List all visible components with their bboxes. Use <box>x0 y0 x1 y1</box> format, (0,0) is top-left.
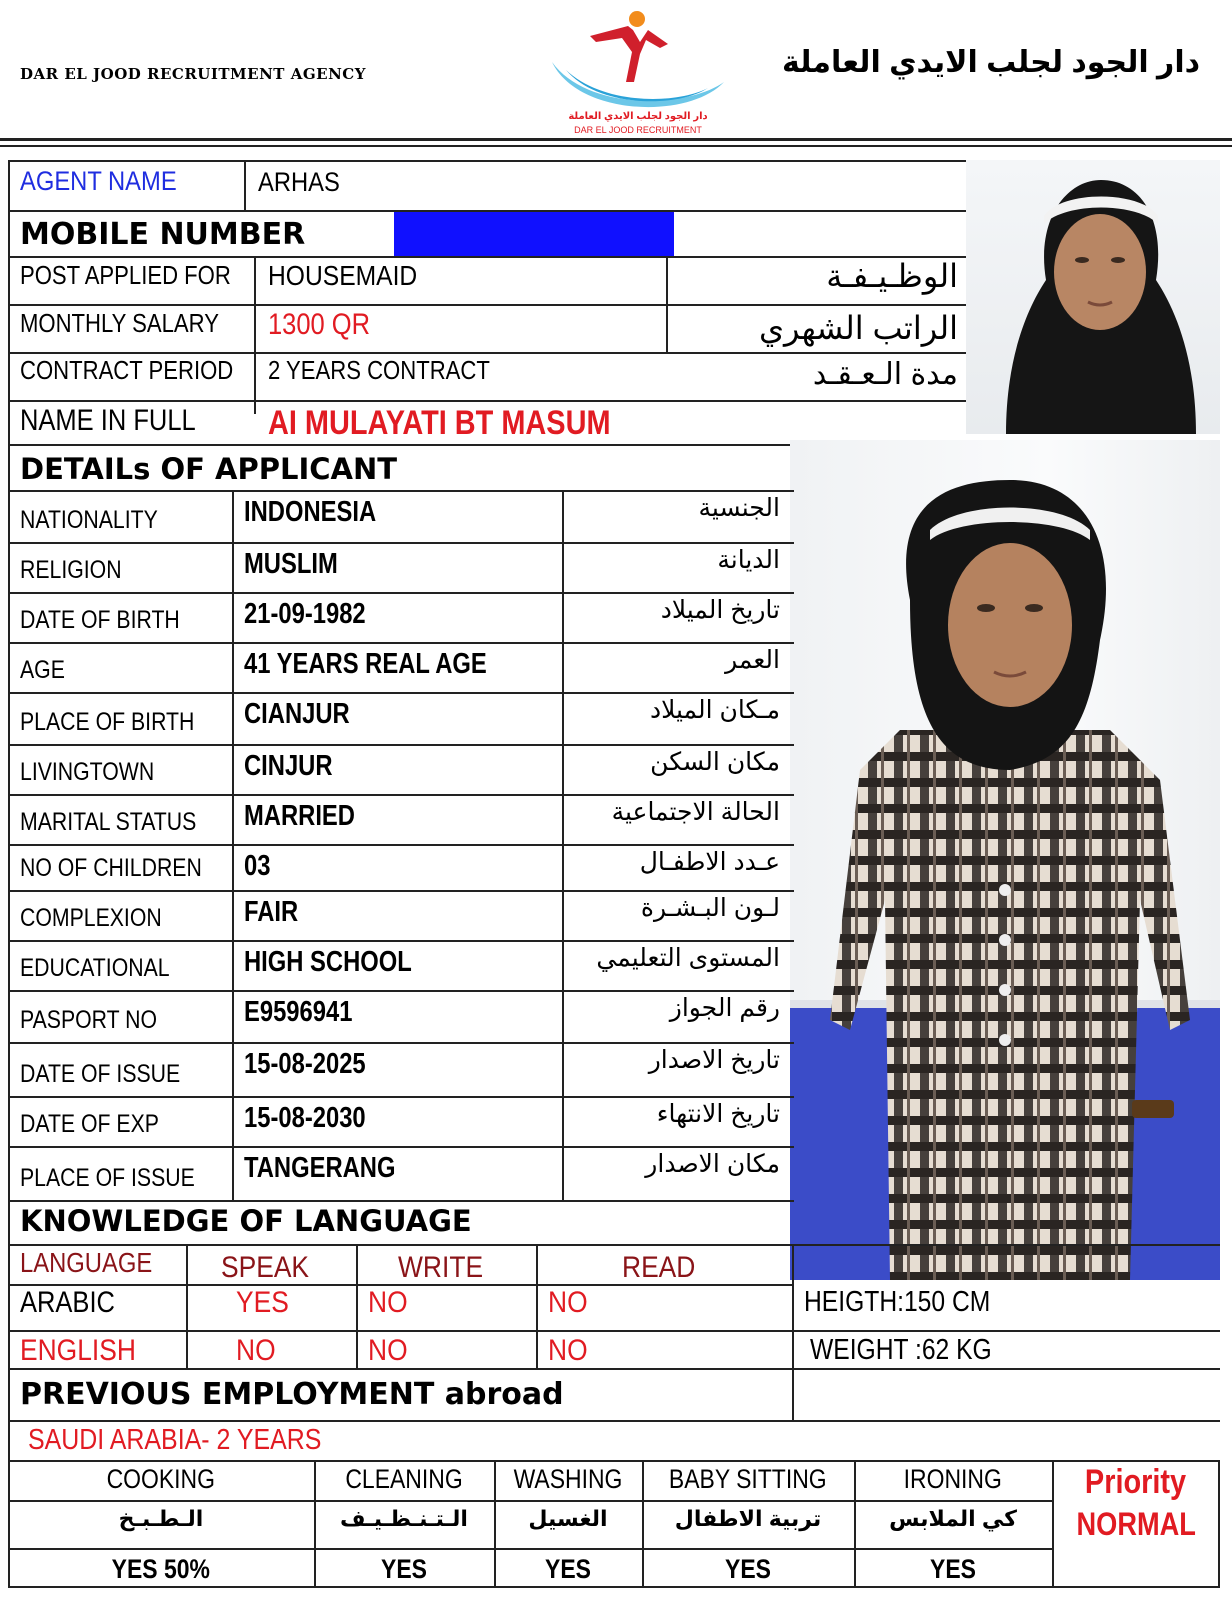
detail-label: MARITAL STATUS <box>20 808 197 836</box>
details-heading: DETAILs OF APPLICANT <box>20 452 398 486</box>
detail-label: EDUCATIONAL <box>20 954 170 982</box>
detail-label-ar: المستوى التعليمي <box>596 944 780 972</box>
skill-value: YES <box>725 1554 771 1584</box>
agency-name-en: DAR EL JOOD RECRUITMENT AGENCY <box>20 65 366 83</box>
detail-value: MARRIED <box>244 800 355 832</box>
detail-label-ar: الجنسية <box>698 494 780 522</box>
detail-label-ar: تاريخ الاصدار <box>648 1046 780 1074</box>
skill-value: YES <box>381 1554 427 1584</box>
skill-name-ar: الغسيل <box>528 1506 608 1531</box>
employment-value: SAUDI ARABIA- 2 YEARS <box>28 1424 322 1456</box>
post-applied-value: HOUSEMAID <box>268 260 418 291</box>
detail-value: 03 <box>244 850 271 882</box>
lang-arabic-name: ARABIC <box>20 1286 115 1319</box>
monthly-salary-value: 1300 QR <box>268 308 371 341</box>
detail-label: RELIGION <box>20 556 122 584</box>
detail-label: NATIONALITY <box>20 506 158 534</box>
detail-value: 15-08-2025 <box>244 1048 366 1080</box>
detail-label-ar: رقم الجواز <box>669 994 780 1022</box>
lang-header-speak: SPEAK <box>220 1251 310 1284</box>
detail-value: 41 YEARS REAL AGE <box>244 648 487 680</box>
logo-text-ar: دار الجود لجلب الايدي العاملة <box>568 111 708 122</box>
full-name-label: NAME IN FULL <box>20 404 196 437</box>
detail-label: NO OF CHILDREN <box>20 854 202 882</box>
full-body-photo <box>790 440 1220 1280</box>
contract-period-value: 2 YEARS CONTRACT <box>268 355 490 385</box>
weight-value: WEIGHT :62 KG <box>810 1334 992 1366</box>
height-value: HEIGTH:150 CM <box>804 1286 991 1318</box>
detail-label: PLACE OF ISSUE <box>20 1164 195 1192</box>
monthly-salary-label: MONTHLY SALARY <box>20 308 219 338</box>
agency-logo <box>548 8 728 138</box>
detail-label: DATE OF BIRTH <box>20 606 180 634</box>
detail-label-ar: لـون البـشـرة <box>640 894 780 922</box>
lang-english-speak: NO <box>236 1334 276 1367</box>
skill-name: WASHING <box>513 1464 623 1494</box>
skill-name: CLEANING <box>345 1464 463 1494</box>
lang-english-name: ENGLISH <box>20 1334 136 1367</box>
skill-name-ar: الـتـنـظـيـف <box>340 1506 468 1531</box>
detail-value: HIGH SCHOOL <box>244 946 412 978</box>
lang-header-write: WRITE <box>397 1251 483 1284</box>
detail-label-ar: العمر <box>725 646 780 674</box>
contract-period-label: CONTRACT PERIOD <box>20 355 234 385</box>
person-figure-icon <box>790 440 1220 1280</box>
contract-period-ar: مدة الـعـقـد <box>812 358 958 391</box>
full-name-value: AI MULAYATI BT MASUM <box>268 404 611 442</box>
skill-name: IRONING <box>903 1464 1003 1494</box>
detail-label-ar: عـدد الاطفـال <box>639 848 780 876</box>
portrait-photo <box>966 160 1220 434</box>
detail-label: PASPORT NO <box>20 1006 157 1034</box>
lang-english-write: NO <box>368 1334 408 1367</box>
detail-value: CIANJUR <box>244 698 350 730</box>
lang-arabic-write: NO <box>368 1286 408 1319</box>
detail-label-ar: مـكان الميلاد <box>649 696 780 724</box>
agent-name-label: AGENT NAME <box>20 166 177 196</box>
detail-value: CINJUR <box>244 750 333 782</box>
skill-name-ar: تربية الاطفال <box>674 1506 822 1531</box>
lang-arabic-read: NO <box>548 1286 588 1319</box>
detail-label: PLACE OF BIRTH <box>20 708 195 736</box>
skill-value: YES <box>930 1554 976 1584</box>
skill-name-ar: كي الملابس <box>889 1506 1017 1531</box>
skill-value: YES 50% <box>111 1554 211 1584</box>
detail-value: MUSLIM <box>244 548 338 580</box>
detail-value: TANGERANG <box>244 1152 396 1184</box>
detail-value: E9596941 <box>244 996 353 1028</box>
agent-name-value: ARHAS <box>258 167 340 197</box>
skill-name: BABY SITTING <box>669 1464 827 1494</box>
detail-value: 21-09-1982 <box>244 598 366 630</box>
detail-label-ar: الحالة الاجتماعية <box>611 798 780 826</box>
detail-label: DATE OF EXP <box>20 1110 159 1138</box>
detail-label: COMPLEXION <box>20 904 162 932</box>
agency-name-ar: دار الجود لجلب الايدي العاملة <box>781 46 1200 79</box>
lang-header-read: READ <box>622 1251 696 1284</box>
post-applied-ar: الوظـيـفـة <box>826 258 958 294</box>
detail-label-ar: مكان السكن <box>650 748 780 776</box>
detail-label-ar: تاريخ الميلاد <box>660 596 780 624</box>
logo-text-en: DAR EL JOOD RECRUITMENT <box>574 125 702 135</box>
mobile-number-label: MOBILE NUMBER <box>20 217 306 252</box>
portrait-person-icon <box>966 160 1220 434</box>
detail-label-ar: تاريخ الانتهاء <box>656 1100 780 1128</box>
detail-label: LIVINGTOWN <box>20 758 155 786</box>
detail-value: FAIR <box>244 896 299 928</box>
detail-value: 15-08-2030 <box>244 1102 366 1134</box>
skill-value: YES <box>545 1554 591 1584</box>
mobile-number-redaction <box>394 212 674 256</box>
detail-label: DATE OF ISSUE <box>20 1060 181 1088</box>
detail-value: INDONESIA <box>244 496 377 528</box>
language-heading: KNOWLEDGE OF LANGUAGE <box>20 1204 472 1238</box>
lang-header-language: LANGUAGE <box>20 1247 153 1278</box>
skill-name: COOKING <box>106 1464 216 1494</box>
monthly-salary-ar: الراتب الشهري <box>758 310 958 346</box>
skill-name-ar: الـطـبـخ <box>118 1506 204 1531</box>
detail-label-ar: مكان الاصدار <box>645 1150 780 1178</box>
lang-arabic-speak: YES <box>236 1286 289 1319</box>
lang-english-read: NO <box>548 1334 588 1367</box>
post-applied-label: POST APPLIED FOR <box>20 260 231 290</box>
employment-heading: PREVIOUS EMPLOYMENT abroad <box>20 1377 564 1412</box>
detail-label-ar: الديانة <box>717 546 780 574</box>
priority-value: NORMAL <box>1076 1506 1196 1542</box>
detail-label: AGE <box>20 656 65 684</box>
priority-label: Priority <box>1085 1463 1187 1501</box>
